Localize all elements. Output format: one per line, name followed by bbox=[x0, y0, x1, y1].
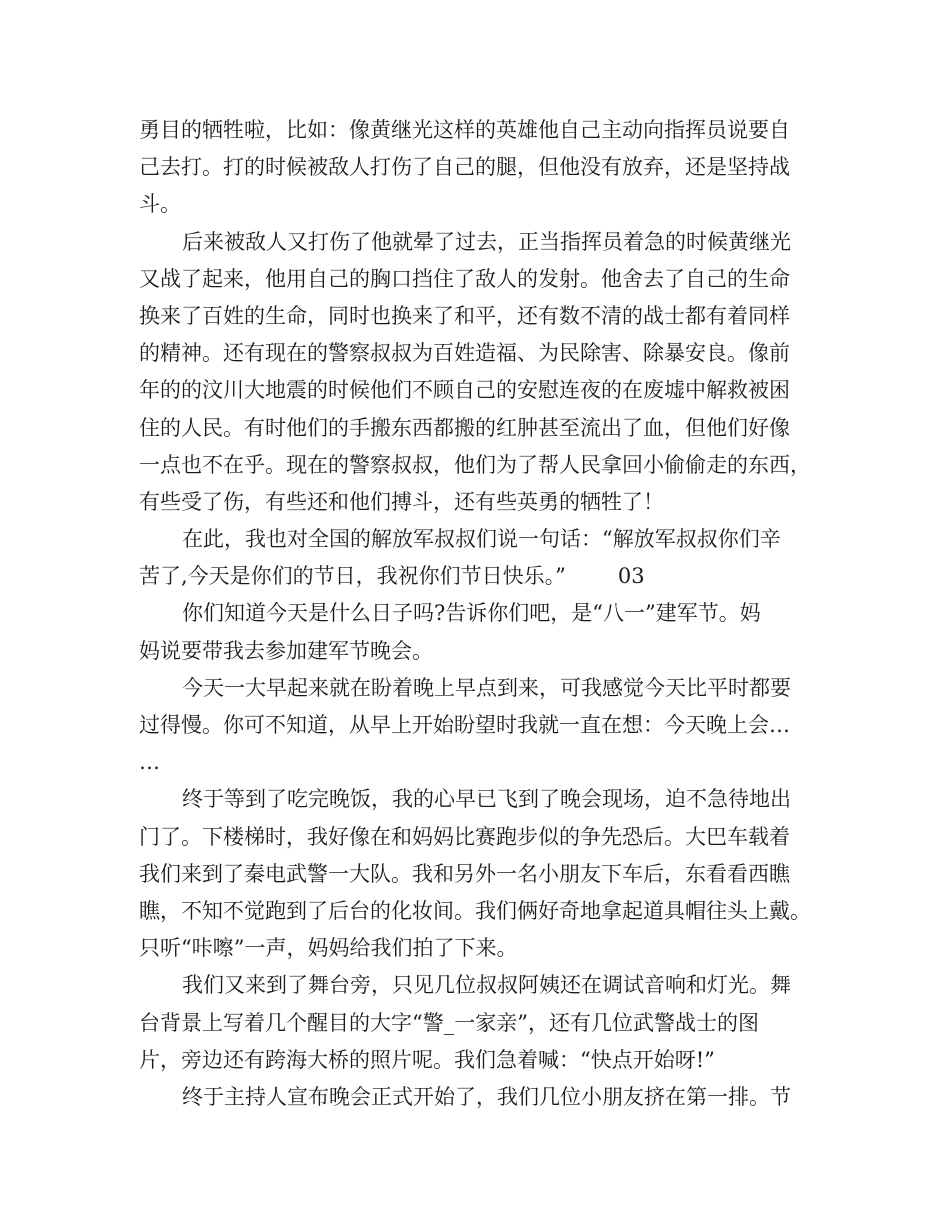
text-line: 勇目的牺牲啦，比如：像黄继光这样的英雄他自己主动向指挥员说要自 bbox=[139, 118, 790, 142]
text-line: 瞧，不知不觉跑到了后台的化妆间。我们俩好奇地拿起道具帽往头上戴。 bbox=[139, 898, 811, 923]
text-line: 有些受了伤，有些还和他们搏斗，还有些英勇的牺牲了！ bbox=[139, 489, 664, 514]
text-line: 门了。下楼梯时，我好像在和妈妈比赛跑步似的争先恐后。大巴车载着 bbox=[139, 824, 790, 849]
text-line: 我们来到了秦电武警一大队。我和另外一名小朋友下车后，东看看西瞧 bbox=[139, 861, 790, 886]
text-line: 在此，我也对全国的解放军叔叔们说一句话：“解放军叔叔你们辛 bbox=[182, 527, 781, 552]
text-line: 终于主持人宣布晚会正式开始了，我们几位小朋友挤在第一排。节 bbox=[182, 1084, 791, 1109]
text-line: 年的的汶川大地震的时候他们不顾自己的安慰连夜的在废墟中解救被困 bbox=[139, 378, 790, 403]
text-line: 的精神。还有现在的警察叔叔为百姓造福、为民除害、除暴安良。像前 bbox=[139, 341, 790, 366]
text-line: 今天一大早起来就在盼着晚上早点到来，可我感觉今天比平时都要 bbox=[182, 675, 791, 700]
text-line-content: 苦了,今天是你们的节日，我祝你们节日快乐。” bbox=[139, 564, 566, 589]
text-line: 又战了起来，他用自己的胸口挡住了敌人的发射。他舍去了自己的生命 bbox=[139, 266, 790, 291]
text-line: … bbox=[139, 750, 160, 775]
text-line: 只听“咔嚓”一声，妈妈给我们拍了下来。 bbox=[139, 936, 518, 961]
text-line: 己去打。打的时候被敌人打伤了自己的腿，但他没有放弃，还是坚持战 bbox=[139, 155, 790, 180]
body-text bbox=[139, 112, 839, 1116]
text-line: 斗。 bbox=[139, 192, 181, 217]
text-line: 一点也不在乎。现在的警察叔叔，他们为了帮人民拿回小偷偷走的东西， bbox=[139, 452, 811, 477]
section-number: 03 bbox=[617, 564, 645, 589]
text-line: 终于等到了吃完晚饭，我的心早已飞到了晚会现场，迫不急待地出 bbox=[182, 787, 791, 812]
text-line: 过得慢。你可不知道，从早上开始盼望时我就一直在想：今天晚上会… bbox=[139, 713, 790, 737]
text-line: 片，旁边还有跨海大桥的照片呢。我们急着喊：“快点开始呀!” bbox=[139, 1047, 715, 1072]
text-line: 台背景上写着几个醒目的大字“警_一家亲”，还有几位武警战士的图 bbox=[139, 1010, 759, 1035]
text-line bbox=[139, 558, 839, 595]
text-line: 妈说要带我去参加建军节晚会。 bbox=[139, 638, 433, 663]
text-line: 你们知道今天是什么日子吗?告诉你们吧，是“八一”建军节。妈 bbox=[182, 601, 761, 626]
text-line: 住的人民。有时他们的手搬东西都搬的红肿甚至流出了血，但他们好像 bbox=[139, 415, 790, 440]
text-line: 换来了百姓的生命，同时也换来了和平，还有数不清的战士都有着同样 bbox=[139, 303, 790, 328]
text-line: 后来被敌人又打伤了他就晕了过去，正当指挥员着急的时候黄继光 bbox=[182, 229, 791, 254]
text-line: 我们又来到了舞台旁，只见几位叔叔阿姨还在调试音响和灯光。舞 bbox=[182, 973, 791, 998]
